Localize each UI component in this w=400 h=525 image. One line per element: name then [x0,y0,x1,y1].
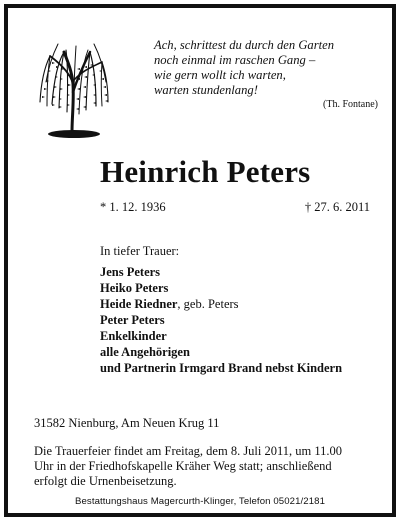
mourner-name: alle Angehörigen [100,345,190,359]
birth-date: * 1. 12. 1936 [100,200,166,214]
mourner-item [100,312,342,328]
mourner-name: Peter Peters [100,313,165,327]
mourner-item [100,344,342,360]
mourners-list [100,264,342,376]
poem-line: noch einmal im raschen Gang – [154,53,316,67]
poem-quote [154,38,389,98]
mourner-name: Enkelkinder [100,329,167,343]
mourning-intro: In tiefer Trauer: [100,244,180,258]
obituary-frame [4,4,396,517]
ceremony-line: Die Trauerfeier findet am Freitag, dem 8. Juli 2011, um 11.00 [34,444,343,458]
weeping-willow-icon [28,22,118,140]
mourner-note: , geb. Peters [177,297,239,311]
mourner-item [100,328,342,344]
ceremony-line: erfolgt die Urnenbeisetzung. [34,474,177,488]
poem-author: (Th. Fontane) [323,99,378,110]
mourner-item [100,360,342,376]
mourner-item [100,264,342,280]
mourner-item [100,280,342,296]
ceremony-line: Uhr in der Friedhofskapelle Kräher Weg statt; anschließend [34,459,332,473]
poem-line: Ach, schrittest du durch den Garten [154,38,335,52]
poem-line: warten stundenlang! [154,83,258,97]
funeral-home-footer: Bestattungshaus Magercurth-Klinger, Telefon 05021/2181 [74,496,326,507]
family-address: 31582 Nienburg, Am Neuen Krug 11 [34,416,220,430]
death-date: † 27. 6. 2011 [304,200,370,214]
ceremony-notice [34,444,394,489]
mourner-name: Jens Peters [100,265,161,279]
mourner-name: Heiko Peters [100,281,169,295]
poem-line: wie gern wollt ich warten, [154,68,286,82]
mourner-name: und Partnerin Irmgard Brand nebst Kindern [100,361,343,375]
mourner-name: Heide Riedner [100,297,178,311]
deceased-name: Heinrich Peters [100,154,311,189]
mourner-item [100,296,342,312]
